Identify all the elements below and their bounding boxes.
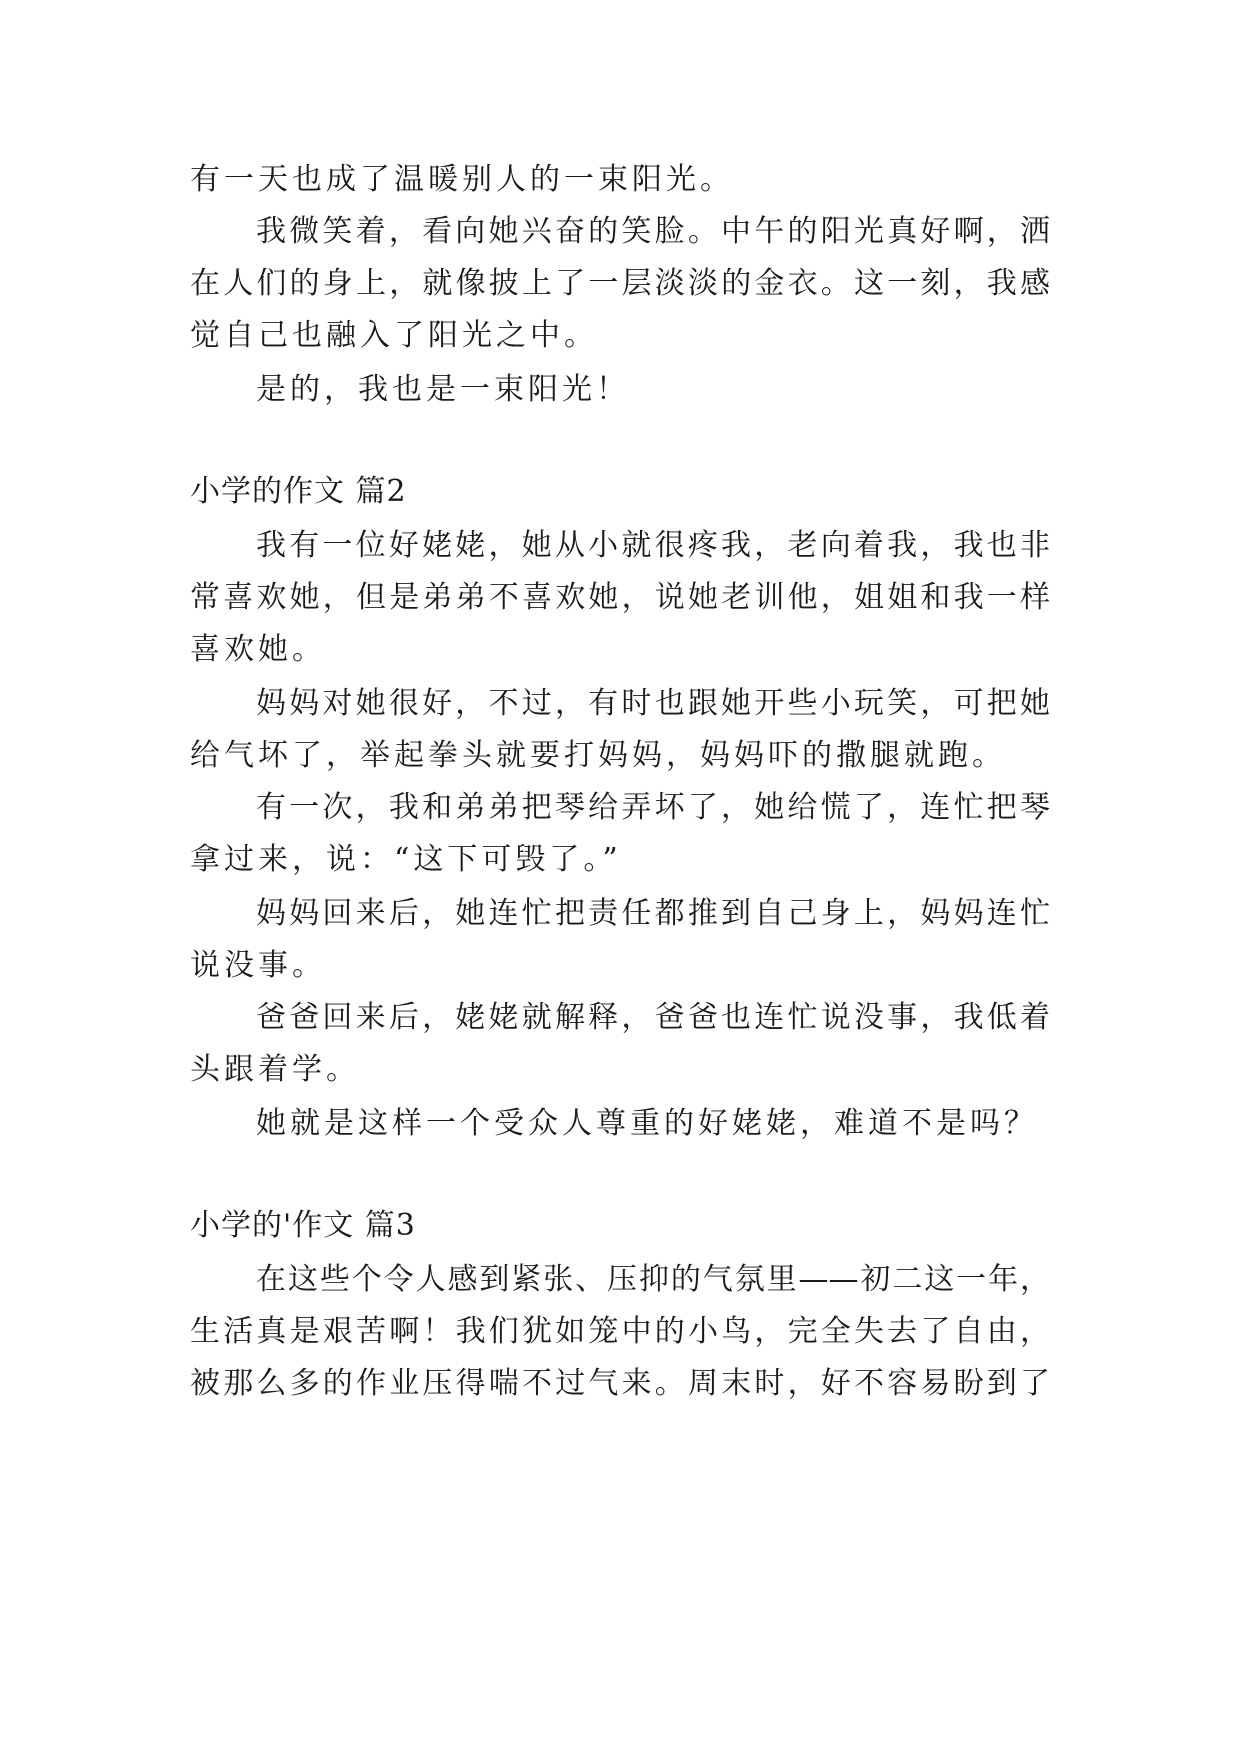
text-line: 爸爸回来后，姥姥就解释，爸爸也连忙说没事，我低着 [256,1000,1050,1035]
text-line: 被那么多的作业压得喘不过气来。周末时，好不容易盼到了 [190,1366,1050,1401]
text-line: 觉自己也融入了阳光之中。 [190,318,598,353]
text-line: 喜欢她。 [190,632,326,667]
text-line: 我微笑着，看向她兴奋的笑脸。中午的阳光真好啊，洒 [256,214,1050,249]
text-line: 有一次，我和弟弟把琴给弄坏了，她给慌了，连忙把琴 [256,790,1050,825]
text-line: 拿过来，说：“这下可毁了。” [190,842,622,877]
section-heading: 小学的作文 篇2 [190,474,407,509]
text-line: 在人们的身上，就像披上了一层淡淡的金衣。这一刻，我感 [190,266,1050,301]
section-heading: 小学的'作文 篇3 [190,1208,416,1243]
text-line: 妈妈对她很好，不过，有时也跟她开些小玩笑，可把她 [256,686,1050,721]
text-line: 常喜欢她，但是弟弟不喜欢她，说她老训他，姐姐和我一样 [190,580,1050,615]
text-line: 我有一位好姥姥，她从小就很疼我，老向着我，我也非 [256,528,1050,563]
text-line: 在这些个令人感到紧张、压抑的气氛里——初二这一年， [256,1262,1050,1297]
text-line: 妈妈回来后，她连忙把责任都推到自己身上，妈妈连忙 [256,896,1050,931]
text-line: 给气坏了，举起拳头就要打妈妈，妈妈吓的撒腿就跑。 [190,738,1006,773]
text-line: 有一天也成了温暖别人的一束阳光。 [190,162,734,197]
text-line: 头跟着学。 [190,1052,360,1087]
text-line: 生活真是艰苦啊！我们犹如笼中的小鸟，完全失去了自由， [190,1314,1050,1349]
text-line: 她就是这样一个受众人尊重的好姥姥，难道不是吗？ [256,1106,1038,1141]
text-line: 说没事。 [190,948,326,983]
text-line: 是的，我也是一束阳光！ [256,372,630,407]
